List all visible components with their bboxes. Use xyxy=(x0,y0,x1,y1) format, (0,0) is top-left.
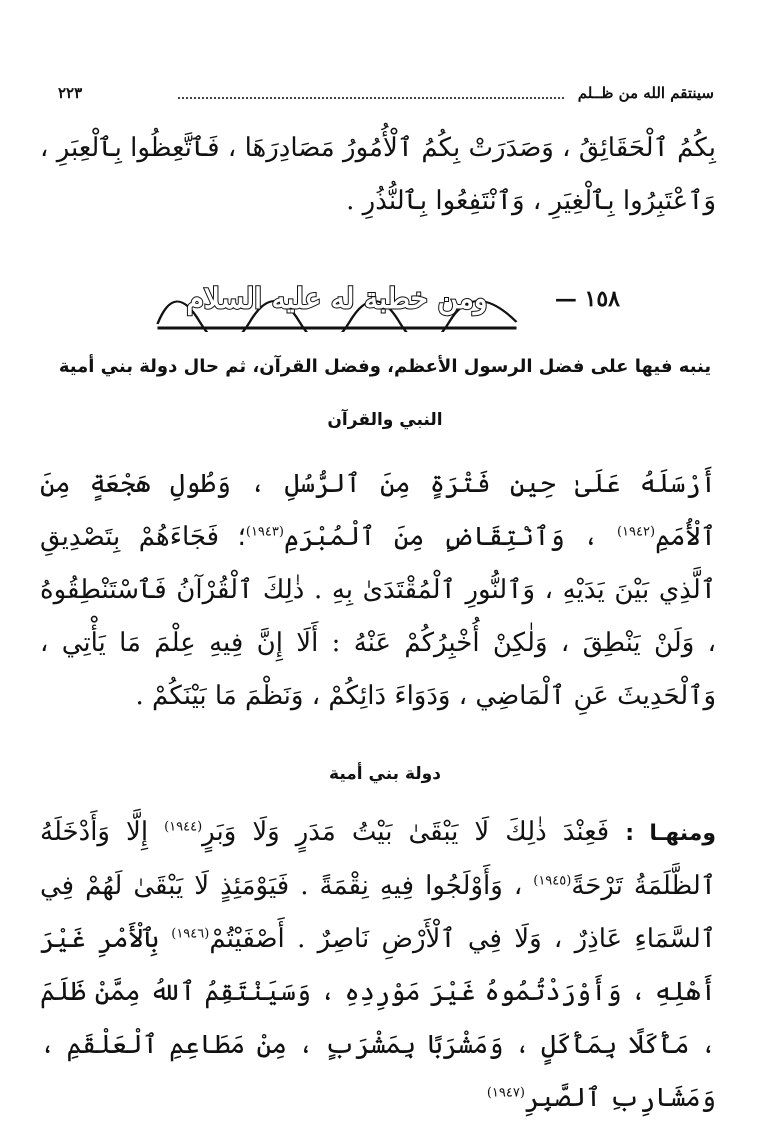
running-title: سينتقم الله من ظــلم xyxy=(577,84,714,102)
section-number: ١٥٨ — xyxy=(554,286,620,312)
calligraphic-title: ومن خطبة له عليه السلام xyxy=(186,282,488,315)
text-segment: ؛ فَجَاءَهُمْ بِتَصْدِيقِ ٱلَّذِي بَيْنَ يَدَيْهِ ، وَٱلنُّورِ ٱلْمُقْتَدَىٰ بِهِ . ذٰلِكَ ٱلْقُرْآنُ فَٱسْتَنْطِقُوهُ ، وَلَنْ يَنْطِقَ ، وَلٰكِنْ أُخْبِرُكُمْ عَنْهُ : أَلَا إِنَّ فِيهِ عِلْمَ مَا يَأْتِي ، وَٱلْحَدِيثَ عَنِ ٱلْمَاضِي ، وَدَوَاءَ دَائِكُمْ ، وَنَظْمَ مَا بَيْنَكُمْ . xyxy=(40,522,716,711)
text-segment: إِلَّا وَأَدْخَلَهُ ٱلظَّلَمَةُ تَرْحَةً xyxy=(40,817,716,901)
opening-paragraph xyxy=(40,122,716,228)
text-segment: أَرْسَلَهُ عَلَىٰ حِينِ فَتْرَةٍ مِنَ ٱلرُّسُلِ ، وَطُولِ هَجْعَةٍ مِنَ ٱلْأُمَمِ xyxy=(40,469,716,552)
prophet-quran-paragraph xyxy=(40,458,716,723)
running-header xyxy=(58,84,714,106)
footnote-ref: (١٩٤٣) xyxy=(245,524,284,540)
calligraphic-title-ornament xyxy=(150,272,524,332)
opening-text: بِكُمُ ٱلْحَقَائِقُ ، وَصَدَرَتْ بِكُمُ ٱلْأُمُورُ مَصَادِرَهَا ، فَٱتَّعِظُوا بِٱلْعِبَرِ ، وَٱعْتَبِرُوا بِٱلْغِيَرِ ، وَٱنْتَفِعُوا بِٱلنُّذُرِ . xyxy=(40,133,716,216)
section-description: ينبه فيها على فضل الرسول الأعظم، وفضل القرآن، ثم حال دولة بني أمية xyxy=(58,356,712,377)
subsection-title-prophet-quran: النبي والقرآن xyxy=(327,410,443,430)
footnote-ref: (١٩٤٦) xyxy=(171,926,210,942)
umayyad-paragraph xyxy=(40,806,716,1125)
footnote-ref: (١٩٤٧) xyxy=(486,1085,525,1101)
dotted-leader xyxy=(178,97,564,99)
text-segment: ، وَٱنْتِقَاضٍ مِنَ ٱلْمُبْرَمِ xyxy=(283,522,617,552)
subsection-title-umayyad: دولة بني أمية xyxy=(329,764,441,784)
text-segment: بِٱلْأَمْرِ غَيْرَ أَهْلِهِ ، وَأَوْرَدْتُمُوهُ غَيْرَ مَوْرِدِهِ ، وَسَيَنْتَقِمُ ٱللهُ مِمَّنْ ظَلَمَ ، مَأْكَلًا بِمَأْكَلٍ ، وَمَشْرَبًا بِمَشْرَبٍ ، مِنْ مَطَاعِمِ ٱلْعَلْقَمِ ، وَمَشَارِبِ ٱلصَّبِرِ xyxy=(40,924,716,1113)
section-heading xyxy=(150,272,620,336)
footnote-ref: (١٩٤٢) xyxy=(616,524,656,540)
text-segment: فَعِنْدَ ذٰلِكَ لَا يَبْقَىٰ بَيْتُ مَدَرٍ وَلَا وَبَرٍ xyxy=(202,817,626,847)
minha-label: ومنهـا : xyxy=(625,821,716,846)
footnote-ref: (١٩٤٤) xyxy=(164,819,203,835)
text-segment: ، وَأَوْلَجُوا فِيهِ نِقْمَةً . فَيَوْمَئِذٍ لَا يَبْقَىٰ لَهُمْ فِي ٱلسَّمَاءِ عَاذِرٌ ، وَلَا فِي ٱلْأَرْضِ نَاصِرٌ . أَصْفَيْتُمْ xyxy=(40,871,717,954)
page-number: ٢٢٣ xyxy=(58,84,83,102)
footnote-ref: (١٩٤٥) xyxy=(533,873,572,889)
